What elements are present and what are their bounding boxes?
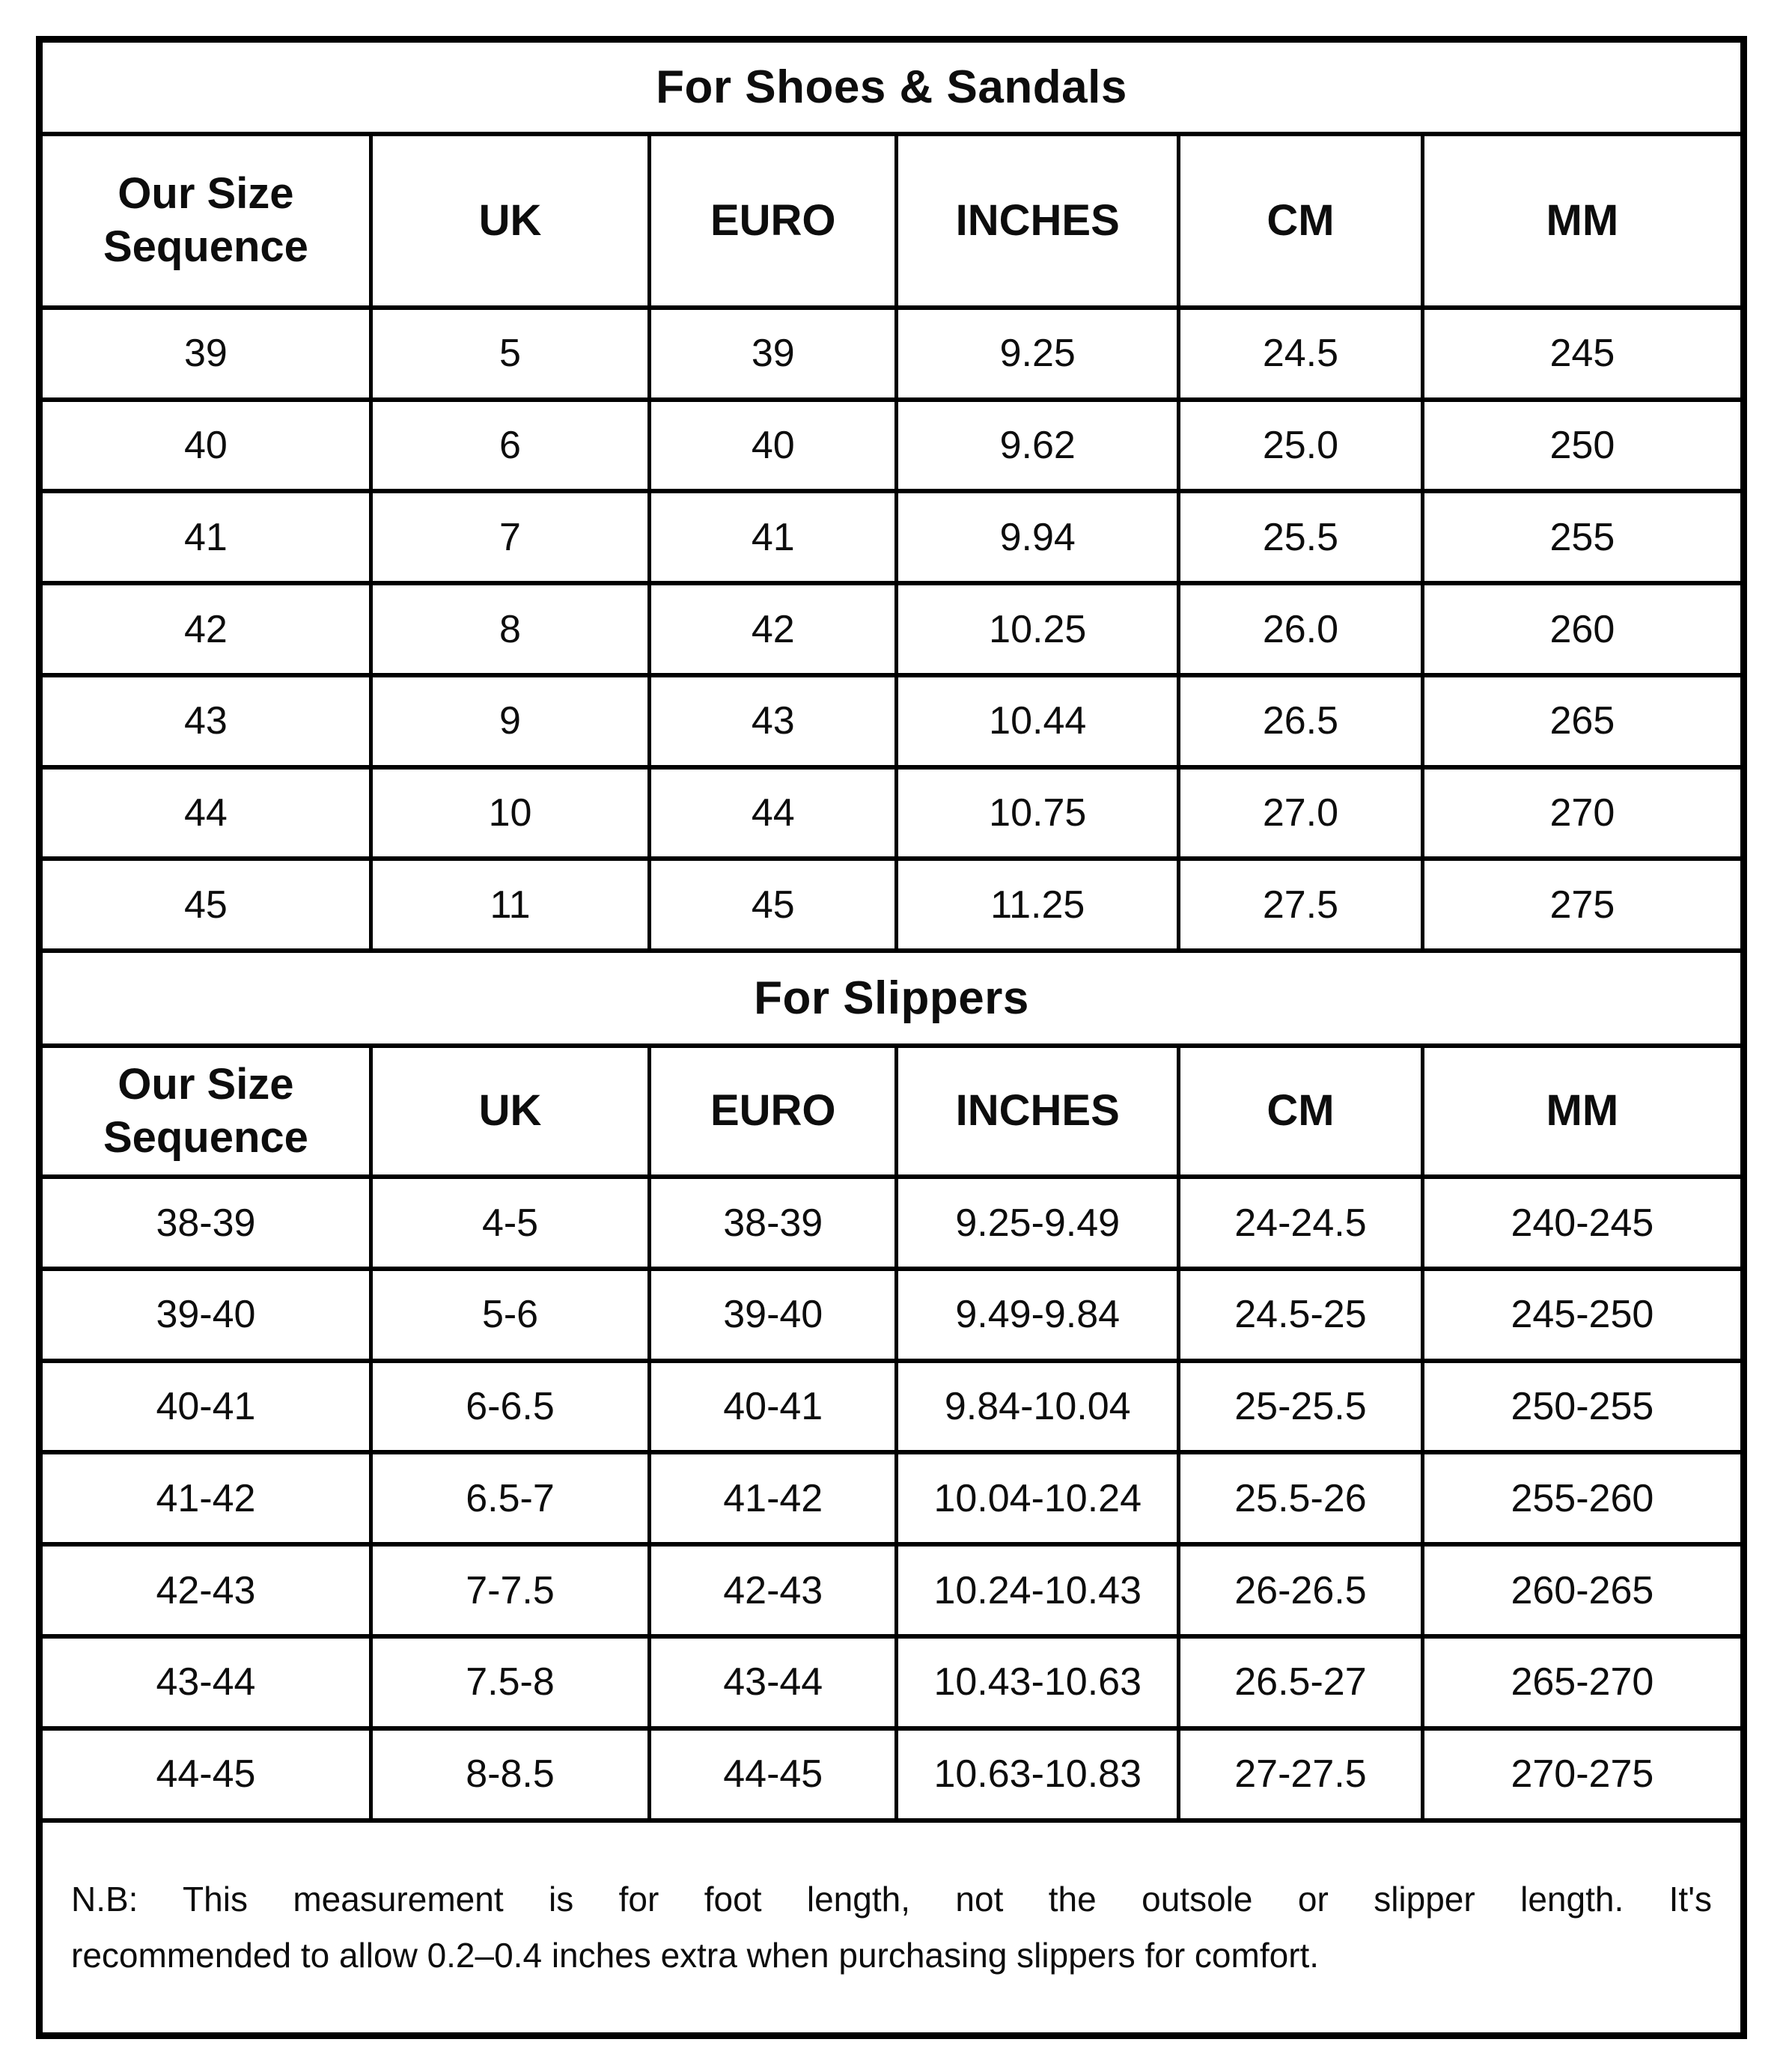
size-cell: 42 [40,583,371,675]
note-line: N.B: This measurement is for foot length, not the outsole or slipper length. It's [71,1880,1712,1919]
table-row [40,583,1744,675]
col-header-mm: MM [1422,1046,1743,1177]
table-row [40,1452,1744,1544]
size-cell: 9.25-9.49 [897,1177,1179,1269]
size-cell: 10.44 [897,675,1179,767]
size-cell: 255 [1422,491,1743,583]
size-cell: 24.5-25 [1179,1269,1423,1361]
size-cell: 38-39 [40,1177,371,1269]
size-cell: 42-43 [650,1544,897,1636]
size-cell: 40-41 [40,1361,371,1453]
size-cell: 41-42 [40,1452,371,1544]
size-cell: 9.84-10.04 [897,1361,1179,1453]
size-cell: 27.5 [1179,859,1423,951]
size-cell: 7 [371,491,649,583]
size-cell: 43 [40,675,371,767]
size-chart-table [36,36,1747,2039]
col-header-cm: CM [1179,134,1423,307]
col-header-uk: UK [371,1046,649,1177]
size-cell: 39 [40,308,371,400]
size-cell: 255-260 [1422,1452,1743,1544]
size-cell: 250-255 [1422,1361,1743,1453]
table-row [40,675,1744,767]
size-cell: 4-5 [371,1177,649,1269]
table-row [40,1636,1744,1728]
table-row [40,1361,1744,1453]
size-cell: 42 [650,583,897,675]
table-row [40,400,1744,492]
table-row [40,1177,1744,1269]
size-cell: 10.43-10.63 [897,1636,1179,1728]
size-cell: 5 [371,308,649,400]
col-header-mm: MM [1422,134,1743,307]
size-cell: 27-27.5 [1179,1728,1423,1820]
size-cell: 5-6 [371,1269,649,1361]
size-cell: 26-26.5 [1179,1544,1423,1636]
size-cell: 39-40 [650,1269,897,1361]
col-header-uk: UK [371,134,649,307]
size-cell: 43 [650,675,897,767]
size-cell: 9.25 [897,308,1179,400]
size-cell: 26.5-27 [1179,1636,1423,1728]
size-cell: 40 [650,400,897,492]
size-cell: 8-8.5 [371,1728,649,1820]
size-cell: 10.04-10.24 [897,1452,1179,1544]
size-cell: 6-6.5 [371,1361,649,1453]
size-cell: 245-250 [1422,1269,1743,1361]
table-row [40,491,1744,583]
size-cell: 260 [1422,583,1743,675]
note-row [40,1820,1744,2036]
size-cell: 265 [1422,675,1743,767]
size-cell: 25.0 [1179,400,1423,492]
size-chart-sheet [36,36,1747,2039]
size-cell: 9.62 [897,400,1179,492]
size-cell: 8 [371,583,649,675]
table-row [40,1728,1744,1820]
table-row [40,1544,1744,1636]
size-cell: 26.5 [1179,675,1423,767]
size-cell: 26.0 [1179,583,1423,675]
size-cell: 41 [650,491,897,583]
col-header-inches: INCHES [897,134,1179,307]
col-header-cm: CM [1179,1046,1423,1177]
size-cell: 11 [371,859,649,951]
size-cell: 41-42 [650,1452,897,1544]
col-header-inches: INCHES [897,1046,1179,1177]
size-cell: 9 [371,675,649,767]
size-cell: 45 [650,859,897,951]
size-cell: 10.24-10.43 [897,1544,1179,1636]
table-row [40,40,1744,135]
size-cell: 44-45 [40,1728,371,1820]
size-cell: 40-41 [650,1361,897,1453]
size-cell: 25.5 [1179,491,1423,583]
size-cell: 6.5-7 [371,1452,649,1544]
size-cell: 270-275 [1422,1728,1743,1820]
size-cell: 11.25 [897,859,1179,951]
size-cell: 44 [40,767,371,859]
size-cell: 7.5-8 [371,1636,649,1728]
section-title-shoes: For Shoes & Sandals [40,40,1744,135]
section-title-slippers: For Slippers [40,951,1744,1046]
size-cell: 40 [40,400,371,492]
size-cell: 9.49-9.84 [897,1269,1179,1361]
note-cell [40,1820,1744,2036]
size-cell: 25.5-26 [1179,1452,1423,1544]
size-cell: 265-270 [1422,1636,1743,1728]
size-cell: 24.5 [1179,308,1423,400]
size-cell: 10.25 [897,583,1179,675]
col-header-size-sequence: Our Size Sequence [40,1046,371,1177]
size-cell: 245 [1422,308,1743,400]
table-row [40,308,1744,400]
size-cell: 24-24.5 [1179,1177,1423,1269]
size-cell: 240-245 [1422,1177,1743,1269]
size-cell: 10 [371,767,649,859]
table-row [40,767,1744,859]
size-cell: 10.75 [897,767,1179,859]
size-cell: 6 [371,400,649,492]
note-text [71,1871,1712,1983]
size-cell: 45 [40,859,371,951]
size-cell: 38-39 [650,1177,897,1269]
size-cell: 10.63-10.83 [897,1728,1179,1820]
size-cell: 250 [1422,400,1743,492]
size-cell: 41 [40,491,371,583]
col-header-euro: EURO [650,134,897,307]
size-cell: 39-40 [40,1269,371,1361]
table-row [40,859,1744,951]
size-cell: 43-44 [40,1636,371,1728]
note-line: recommended to allow 0.2–0.4 inches extra when purchasing slippers for comfort. [71,1935,1320,1975]
size-cell: 43-44 [650,1636,897,1728]
size-cell: 25-25.5 [1179,1361,1423,1453]
size-cell: 260-265 [1422,1544,1743,1636]
col-header-euro: EURO [650,1046,897,1177]
col-header-size-sequence: Our Size Sequence [40,134,371,307]
size-cell: 44-45 [650,1728,897,1820]
table-row [40,951,1744,1046]
size-cell: 9.94 [897,491,1179,583]
size-cell: 27.0 [1179,767,1423,859]
table-row [40,1046,1744,1177]
size-cell: 39 [650,308,897,400]
size-cell: 7-7.5 [371,1544,649,1636]
size-cell: 270 [1422,767,1743,859]
size-cell: 44 [650,767,897,859]
table-row [40,134,1744,307]
table-row [40,1269,1744,1361]
size-cell: 275 [1422,859,1743,951]
size-cell: 42-43 [40,1544,371,1636]
